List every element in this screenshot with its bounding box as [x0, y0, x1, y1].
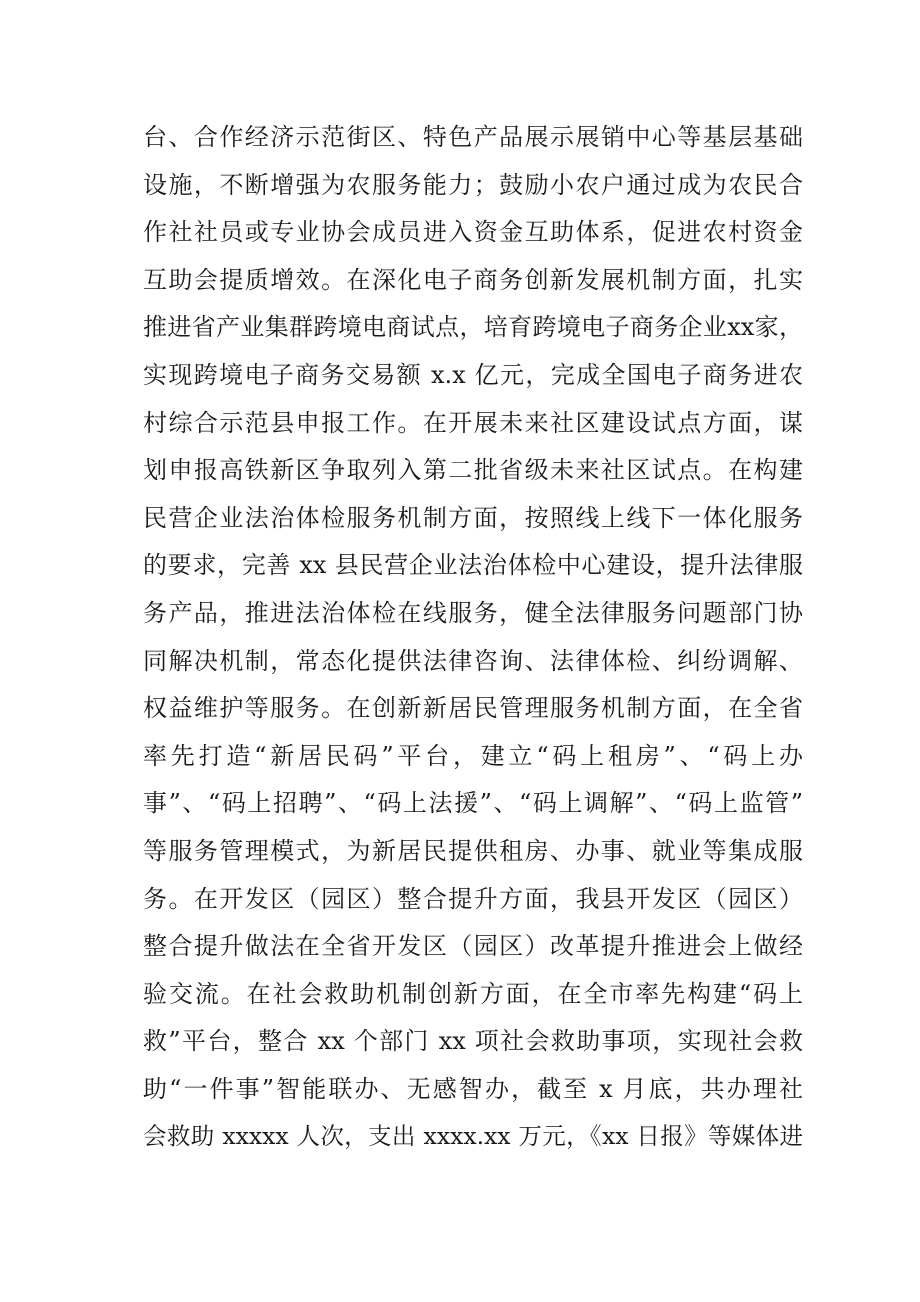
text-line: 村综合示范县申报工作。在开展未来社区建设试点方面，谋	[143, 408, 803, 437]
text-line: 务。在开发区（园区）整合提升方面，我县开发区（园区）	[143, 884, 803, 913]
text-line: 等服务管理模式，为新居民提供租房、办事、就业等集成服	[143, 836, 803, 865]
text-line: 助“一件事”智能联办、无感智办，截至 x 月底，共办理社	[143, 1074, 803, 1103]
text-line: 互助会提质增效。在深化电子商务创新发展机制方面，扎实	[143, 265, 803, 294]
text-line: 划申报高铁新区争取列入第二批省级未来社区试点。在构建	[143, 456, 803, 485]
text-line: 台、合作经济示范街区、特色产品展示展销中心等基层基础	[143, 123, 803, 151]
text-line: 实现跨境电子商务交易额 x.x 亿元，完成全国电子商务进农	[143, 360, 803, 389]
text-line: 验交流。在社会救助机制创新方面，在全市率先构建“码上	[143, 979, 803, 1008]
text-line: 率先打造“新居民码”平台，建立“码上租房”、“码上办	[143, 741, 803, 770]
text-line: 权益维护等服务。在创新新居民管理服务机制方面，在全省	[143, 694, 803, 723]
text-line: 同解决机制，常态化提供法律咨询、法律体检、纠纷调解、	[143, 646, 803, 675]
body-paragraph	[143, 114, 803, 1161]
text-line: 民营企业法治体检服务机制方面，按照线上线下一体化服务	[143, 503, 803, 532]
text-line: 的要求，完善 xx 县民营企业法治体检中心建设，提升法律服	[143, 551, 803, 580]
text-line: 设施，不断增强为农服务能力；鼓励小农户通过成为农民合	[143, 170, 803, 199]
text-line: 作社社员或专业协会成员进入资金互助体系，促进农村资金	[143, 218, 803, 247]
text-line: 会救助 xxxxx 人次，支出 xxxx.xx 万元，《xx 日报》等媒体进	[143, 1122, 803, 1151]
text-line: 救”平台，整合 xx 个部门 xx 项社会救助事项，实现社会救	[143, 1027, 803, 1056]
text-line: 推进省产业集群跨境电商试点，培育跨境电子商务企业xx家，	[143, 313, 803, 342]
text-line: 整合提升做法在全省开发区（园区）改革提升推进会上做经	[143, 932, 803, 961]
text-line: 务产品，推进法治体检在线服务，健全法律服务问题部门协	[143, 598, 803, 627]
text-line: 事”、“码上招聘”、“码上法援”、“码上调解”、“码上监管”	[143, 789, 803, 818]
